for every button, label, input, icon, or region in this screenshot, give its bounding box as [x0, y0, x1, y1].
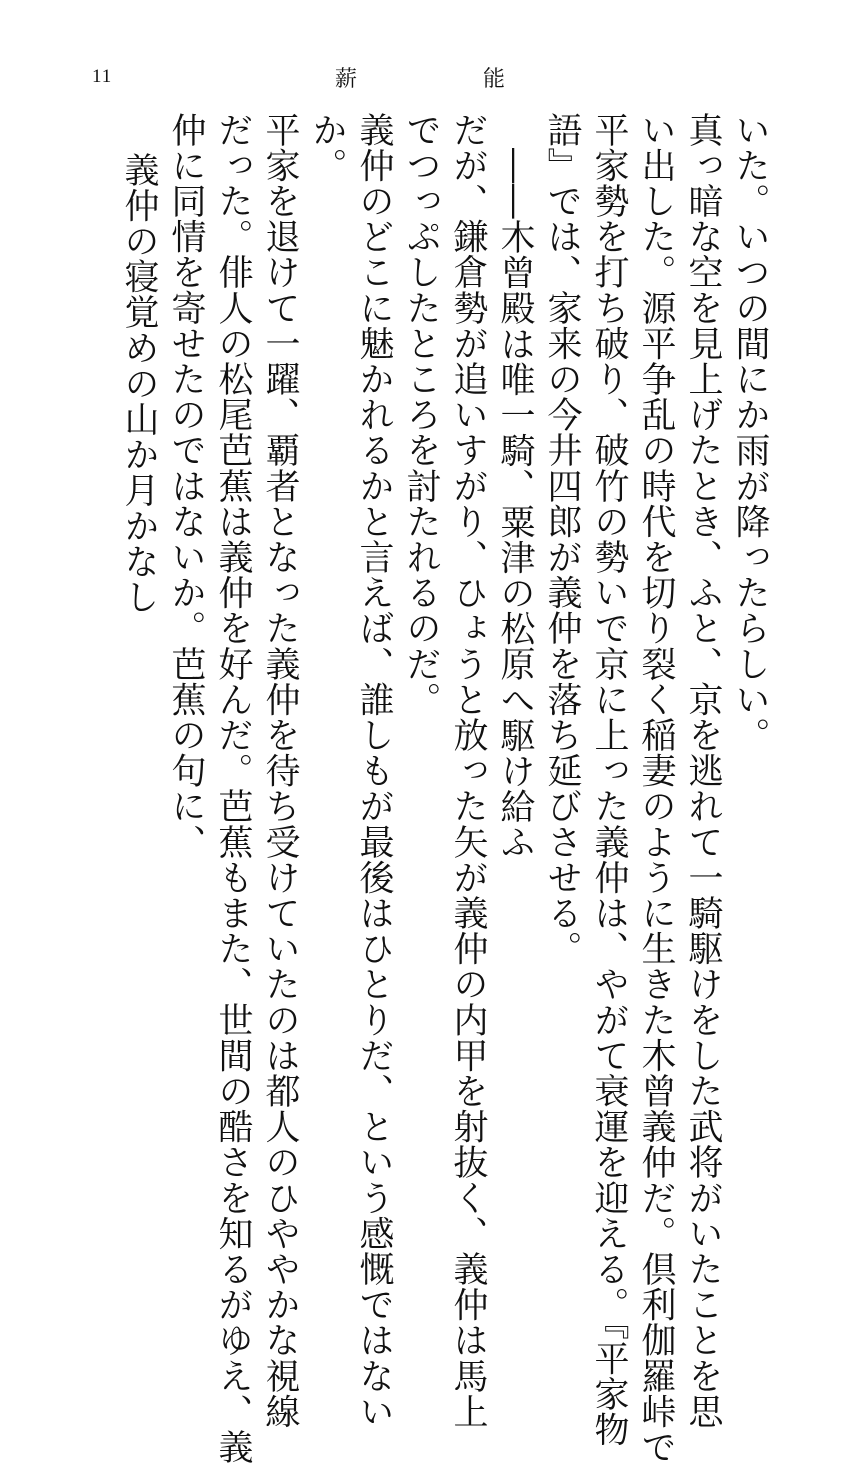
text-column: いた。いつの間にか雨が降ったらしい。	[730, 112, 770, 753]
header-title-char-1: 薪	[335, 67, 358, 92]
text-column: でつっぷしたところを討たれるのだ。	[401, 112, 441, 718]
text-column: 語』では、家来の今井四郎が義仲を落ち延びさせる。	[542, 112, 582, 967]
header-title-char-2: 能	[482, 67, 505, 92]
vertical-body-text	[119, 112, 770, 1465]
text-column: 仲に同情を寄せたのではないか。芭蕉の句に、	[166, 112, 206, 860]
text-column: い出した。源平争乱の時代を切り裂く稲妻のように生きた木曾義仲だ。倶利伽羅峠で	[636, 112, 676, 1465]
text-column: だが、鎌倉勢が追いすがり、ひょうと放った矢が義仲の内甲を射抜く、義仲は馬上	[448, 112, 488, 1430]
quoted-passage: ――木曾殿は唯一騎、粟津の松原へ駆け給ふ	[495, 148, 535, 860]
text-column: 平家を退けて一躍、覇者となった義仲を待ち受けていたのは都人のひややかな視線	[260, 112, 300, 1430]
text-column: 真っ暗な空を見上げたとき、ふと、京を逃れて一騎駆けをした武将がいたことを思	[683, 112, 723, 1430]
text-column: だった。俳人の松尾芭蕉は義仲を好んだ。芭蕉もまた、世間の酷さを知るがゆえ、義	[213, 112, 253, 1465]
haiku-line: 義仲の寝覚めの山か月かなし	[119, 152, 159, 615]
text-column: か。	[307, 112, 347, 184]
page-number: 11	[92, 66, 113, 87]
running-header-title	[335, 62, 505, 93]
text-column: 義仲のどこに魅かれるかと言えば、誰しもが最後はひとりだ、という感慨ではない	[354, 112, 394, 1430]
text-column: 平家勢を打ち破り、破竹の勢いで京に上った義仲は、やがて衰運を迎える。『平家物	[589, 112, 629, 1448]
